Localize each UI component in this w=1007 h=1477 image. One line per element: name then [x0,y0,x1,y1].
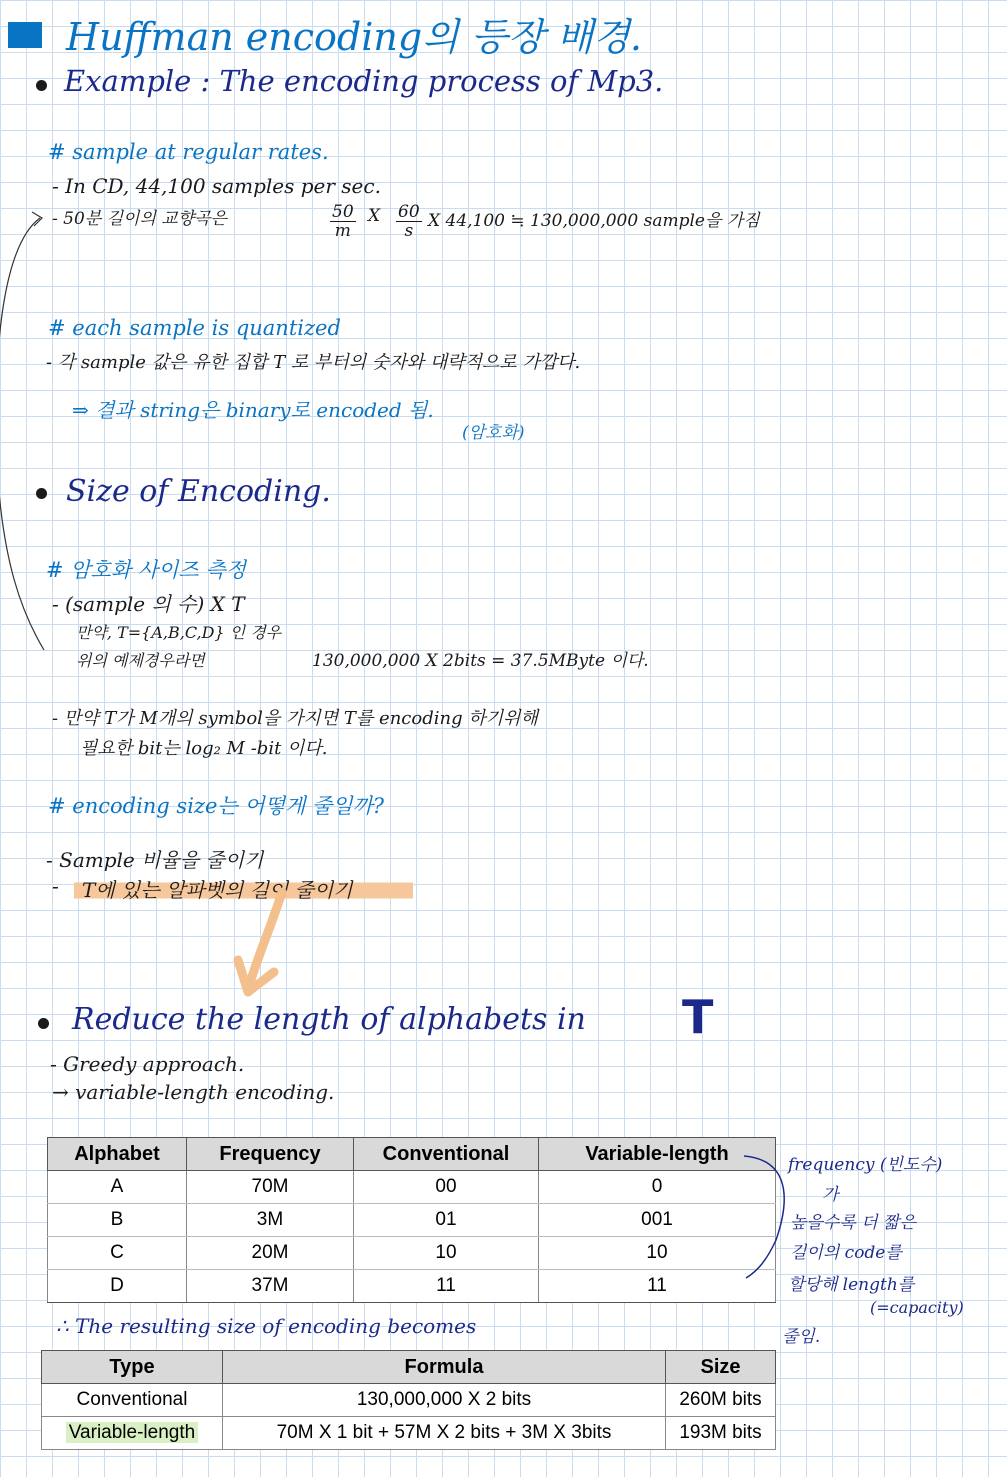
reduce-heading: Reduce the length of alphabets in [72,1002,586,1037]
cell-frequency: 37M [187,1270,354,1303]
sampling-line1: - In CD, 44,100 samples per sec. [52,174,381,198]
cell-variable: 11 [539,1270,776,1303]
frac-num: 60 [398,202,420,222]
sampling-line2: - 50분 길이의 교향곡은 [52,209,227,229]
size-note1: 만약, T={A,B,C,D} 인 경우 [76,623,282,642]
side-note-2: 가 [822,1185,839,1205]
cell-alphabet: D [48,1270,187,1303]
col-size: Size [666,1351,776,1384]
cell-size: 260M bits [666,1384,776,1417]
cell-variable: 10 [539,1237,776,1270]
cell-type: Conventional [42,1384,223,1417]
cell-alphabet: B [48,1204,187,1237]
cell-frequency: 20M [187,1237,354,1270]
sampling-heading: # sample at regular rates. [48,140,329,164]
cell-conventional: 10 [354,1237,539,1270]
quantize-line1: - 각 sample 값은 유한 집합 T 로 부터의 숫자와 대략적으로 가깝다. [46,352,581,373]
cell-formula: 70M X 1 bit + 57M X 2 bits + 3M X 3bits [223,1417,666,1450]
result-caption: ∴ The resulting size of encoding becomes [56,1314,477,1338]
reduce-heading-T: T [682,990,714,1044]
sampling-line2-rest: X 44,100 ≒ 130,000,000 sample을 가짐 [428,211,760,231]
side-note-1: frequency (빈도수) [788,1155,943,1175]
cell-size: 193M bits [666,1417,776,1450]
frac-den: s [404,221,414,241]
side-note-7: 줄임. [782,1327,821,1347]
quantize-note: (암호화) [462,423,525,443]
col-type: Type [42,1351,223,1384]
size-m-line2: 필요한 bit는 log₂ M -bit 이다. [80,738,328,759]
side-note-6: (=capacity) [870,1298,964,1317]
cell-frequency: 3M [187,1204,354,1237]
page-title: Huffman encoding의 등장 배경. [66,15,642,59]
reduce-option2: T에 있는 알파벳의 길이 줄이기 [74,874,413,903]
cell-variable: 001 [539,1204,776,1237]
cell-conventional: 00 [354,1171,539,1204]
col-conventional: Conventional [354,1138,539,1171]
reduce-line2: → variable-length encoding. [52,1080,335,1104]
size-formula: - (sample 의 수) X T [52,592,245,616]
left-bracket-curve [0,218,44,650]
size-m-line1: - 만약 T가 M개의 symbol을 가지면 T를 encoding 하기위해 [52,708,538,729]
cell-frequency: 70M [187,1171,354,1204]
reduce-option1: - Sample 비율을 줄이기 [46,848,264,872]
size-heading: Size of Encoding. [66,474,331,509]
cell-formula: 130,000,000 X 2 bits [223,1384,666,1417]
col-variable-length: Variable-length [539,1138,776,1171]
col-frequency: Frequency [187,1138,354,1171]
quantize-heading: # each sample is quantized [48,316,341,340]
reduce-option2-dash: - [52,874,59,898]
size-note2-calc: 130,000,000 X 2bits = 37.5MByte 이다. [312,651,649,671]
frac-den: m [334,221,351,241]
quantize-line2: ⇒ 결과 string은 binary로 encoded 됨. [72,398,434,422]
reduce-question: # encoding size는 어떻게 줄일까? [48,794,385,818]
reduce-line1: - Greedy approach. [50,1052,245,1076]
side-note-5: 할당해 length를 [788,1275,915,1295]
size-note2: 위의 예제경우라면 [76,651,205,670]
times-sign: X [368,206,381,226]
table-brace [744,1156,784,1278]
cell-alphabet: C [48,1237,187,1270]
cell-variable: 0 [539,1171,776,1204]
cell-conventional: 01 [354,1204,539,1237]
cell-conventional: 11 [354,1270,539,1303]
side-note-4: 길이의 code를 [790,1243,902,1263]
side-note-3: 높을수록 더 짧은 [790,1213,916,1233]
frac-num: 50 [332,202,354,222]
cell-alphabet: A [48,1171,187,1204]
example-heading: Example : The encoding process of Mp3. [64,64,664,98]
highlight-variable-length: Variable-length [66,1422,198,1443]
col-alphabet: Alphabet [48,1138,187,1171]
col-formula: Formula [223,1351,666,1384]
size-sub: # 암호화 사이즈 측정 [46,558,246,582]
